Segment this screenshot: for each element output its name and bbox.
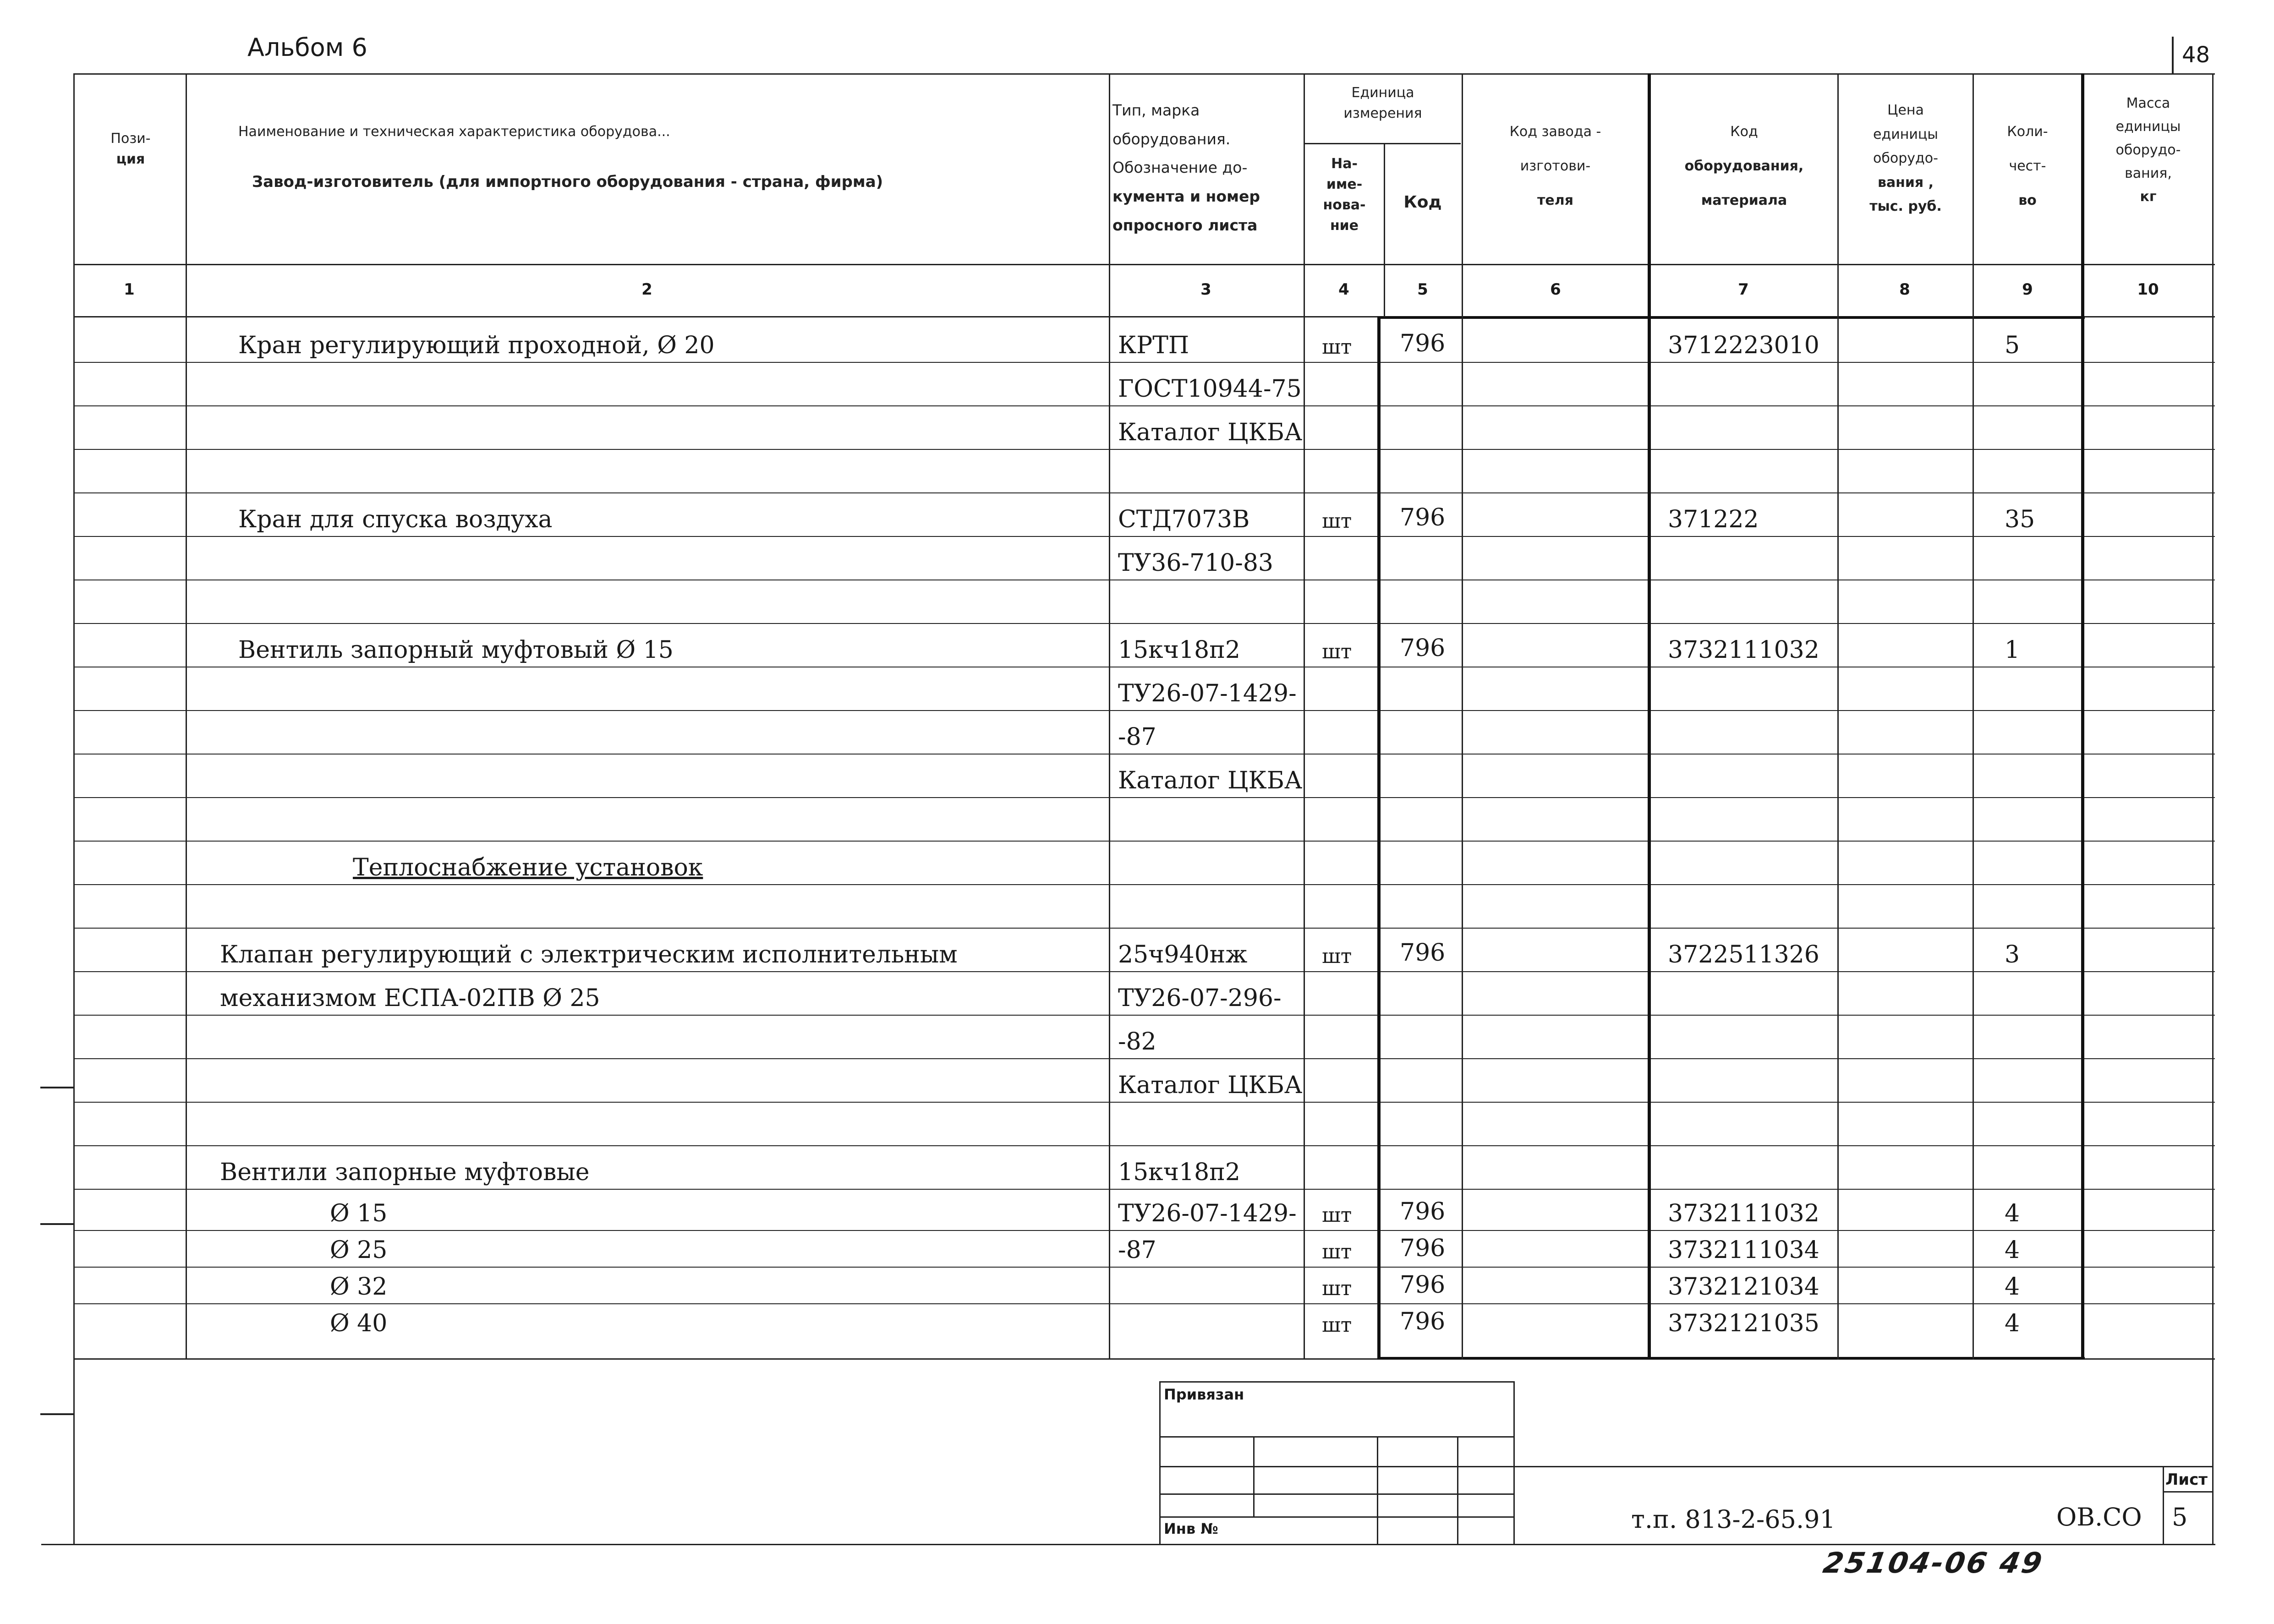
row-divider bbox=[74, 971, 2215, 972]
row-quantity: 1 bbox=[2005, 636, 2020, 664]
page-number: 48 bbox=[2182, 42, 2210, 68]
header-name-line2: Завод-изготовитель (для импортного оборудования - страна, фирма) bbox=[252, 173, 883, 191]
row-unit: шт bbox=[1322, 335, 1352, 359]
header-price: Цена единицы оборудо- вания , тыс. руб. bbox=[1869, 102, 1942, 214]
header-unit-group: Единица измерения bbox=[1343, 85, 1422, 121]
row-equipment-code: 3732111032 bbox=[1668, 1200, 1819, 1227]
row-equipment-code: 371222 bbox=[1668, 506, 1759, 533]
row-divider bbox=[74, 754, 2215, 755]
row-equipment-code: 3732121034 bbox=[1668, 1273, 1819, 1301]
section-code: ОВ.СО bbox=[2056, 1503, 2142, 1531]
row-type: Каталог ЦКБА bbox=[1118, 1072, 1303, 1099]
row-divider bbox=[74, 1015, 2215, 1016]
row-equipment-code: 3732121035 bbox=[1668, 1310, 1819, 1337]
column-number-8: 8 bbox=[1899, 280, 1910, 299]
row-name: Ø 25 bbox=[330, 1236, 388, 1264]
row-divider bbox=[74, 841, 2215, 842]
row-quantity: 4 bbox=[2005, 1200, 2020, 1227]
header-mass: Масса единицы оборудо- вания, кг bbox=[2115, 95, 2181, 205]
row-divider bbox=[74, 1145, 2215, 1146]
row-quantity: 4 bbox=[2005, 1273, 2020, 1301]
row-quantity: 5 bbox=[2005, 332, 2020, 359]
row-divider bbox=[74, 1058, 2215, 1059]
row-name: Ø 40 bbox=[330, 1310, 388, 1337]
margin-tick bbox=[40, 1413, 74, 1415]
row-type: -82 bbox=[1118, 1028, 1156, 1055]
row-type: КРТП bbox=[1118, 332, 1189, 359]
column-number-1: 1 bbox=[124, 280, 135, 299]
header-position: Пози- ция bbox=[110, 131, 151, 167]
row-divider bbox=[74, 710, 2215, 711]
row-name: Клапан регулирующий с электрическим исполнительным bbox=[220, 941, 958, 968]
row-unit: шт bbox=[1322, 945, 1352, 968]
header-unit-code: Код bbox=[1403, 193, 1442, 212]
handwritten-archive-number: 25104-06 49 bbox=[1820, 1546, 2047, 1580]
row-name: Кран регулирующий проходной, Ø 20 bbox=[238, 332, 715, 359]
inventory-number-label: Инв № bbox=[1164, 1520, 1218, 1537]
row-divider bbox=[74, 1230, 2215, 1231]
column-number-7: 7 bbox=[1738, 280, 1749, 299]
page-number-bar bbox=[2172, 37, 2174, 73]
row-divider bbox=[74, 362, 2215, 363]
row-divider bbox=[74, 1267, 2215, 1268]
row-divider bbox=[74, 1102, 2215, 1103]
row-equipment-code: 3722511326 bbox=[1668, 941, 1819, 968]
sheet-number: 5 bbox=[2172, 1503, 2188, 1531]
row-unit-code: 796 bbox=[1400, 1271, 1446, 1299]
row-divider bbox=[74, 623, 2215, 624]
row-unit-code: 796 bbox=[1400, 1198, 1446, 1225]
margin-tick bbox=[40, 1223, 74, 1225]
row-name: Вентиль запорный муфтовый Ø 15 bbox=[238, 636, 674, 664]
column-number-6: 6 bbox=[1550, 280, 1561, 299]
privyazan-label: Привязан bbox=[1164, 1386, 1244, 1403]
row-unit-code: 796 bbox=[1400, 1235, 1446, 1262]
row-divider bbox=[74, 797, 2215, 798]
row-type: -87 bbox=[1118, 723, 1156, 751]
row-unit-code: 796 bbox=[1400, 330, 1446, 357]
header-equipment-code: Код оборудования, материала bbox=[1684, 124, 1804, 208]
row-type: СТД7073В bbox=[1118, 506, 1250, 533]
row-quantity: 4 bbox=[2005, 1310, 2020, 1337]
row-type: ТУ26-07-1429- bbox=[1118, 1200, 1297, 1227]
row-type: 15кч18п2 bbox=[1118, 636, 1240, 664]
row-unit-code: 796 bbox=[1400, 504, 1446, 531]
row-divider bbox=[74, 1303, 2215, 1304]
row-divider bbox=[74, 492, 2215, 493]
row-name: механизмом ЕСПА-02ПВ Ø 25 bbox=[220, 984, 600, 1012]
sheet-label: Лист bbox=[2165, 1471, 2208, 1489]
row-divider bbox=[74, 884, 2215, 885]
row-unit: шт bbox=[1322, 509, 1352, 533]
row-divider bbox=[74, 1189, 2215, 1190]
row-unit: шт bbox=[1322, 1277, 1352, 1300]
row-name: Кран для спуска воздуха bbox=[238, 506, 553, 533]
header-quantity: Коли- чест- во bbox=[2007, 124, 2048, 208]
row-equipment-code: 3732111034 bbox=[1668, 1236, 1819, 1264]
column-number-5: 5 bbox=[1417, 280, 1428, 299]
row-divider bbox=[74, 405, 2215, 406]
row-name: Ø 32 bbox=[330, 1273, 388, 1301]
row-equipment-code: 3732111032 bbox=[1668, 636, 1819, 664]
row-unit: шт bbox=[1322, 1203, 1352, 1227]
column-number-3: 3 bbox=[1200, 280, 1211, 299]
document-code: т.п. 813-2-65.91 bbox=[1631, 1505, 1836, 1534]
header-name-line1: Наименование и техническая характеристика оборудова... bbox=[238, 124, 670, 140]
row-type: 15кч18п2 bbox=[1118, 1159, 1240, 1186]
row-name: Ø 15 bbox=[330, 1200, 388, 1227]
row-divider bbox=[74, 449, 2215, 450]
row-type: ТУ26-07-296- bbox=[1118, 984, 1282, 1012]
header-factory-code: Код завода - изготови- теля bbox=[1509, 124, 1601, 208]
row-unit-code: 796 bbox=[1400, 634, 1446, 662]
row-type: Каталог ЦКБА bbox=[1118, 767, 1303, 794]
row-divider bbox=[74, 536, 2215, 537]
row-quantity: 3 bbox=[2005, 941, 2020, 968]
row-type: ТУ36-710-83 bbox=[1118, 549, 1273, 577]
column-number-2: 2 bbox=[641, 280, 652, 299]
row-type: -87 bbox=[1118, 1236, 1156, 1264]
row-quantity: 35 bbox=[2005, 506, 2035, 533]
row-unit-code: 796 bbox=[1400, 1308, 1446, 1335]
row-type: ГОСТ10944-75 bbox=[1118, 375, 1302, 403]
row-unit: шт bbox=[1322, 1313, 1352, 1337]
header-unit-name: На- име- нова- ние bbox=[1323, 156, 1366, 234]
album-label: Альбом 6 bbox=[247, 33, 367, 62]
column-number-9: 9 bbox=[2022, 280, 2033, 299]
row-type: Каталог ЦКБА bbox=[1118, 419, 1303, 446]
row-unit-code: 796 bbox=[1400, 939, 1446, 967]
row-quantity: 4 bbox=[2005, 1236, 2020, 1264]
margin-tick bbox=[40, 1087, 74, 1088]
row-equipment-code: 3712223010 bbox=[1668, 332, 1819, 359]
row-type: 25ч940нж bbox=[1118, 941, 1248, 968]
row-divider bbox=[74, 928, 2215, 929]
header-type: Тип, марка оборудования. Обозначение до- кумента и номер опросного листа bbox=[1112, 101, 1260, 234]
row-type: ТУ26-07-1429- bbox=[1118, 680, 1297, 707]
column-number-4: 4 bbox=[1338, 280, 1349, 299]
row-name: Теплоснабжение установок bbox=[353, 854, 703, 881]
column-number-10: 10 bbox=[2137, 280, 2159, 299]
row-unit: шт bbox=[1322, 640, 1352, 663]
row-name: Вентили запорные муфтовые bbox=[220, 1159, 590, 1186]
row-unit: шт bbox=[1322, 1240, 1352, 1263]
